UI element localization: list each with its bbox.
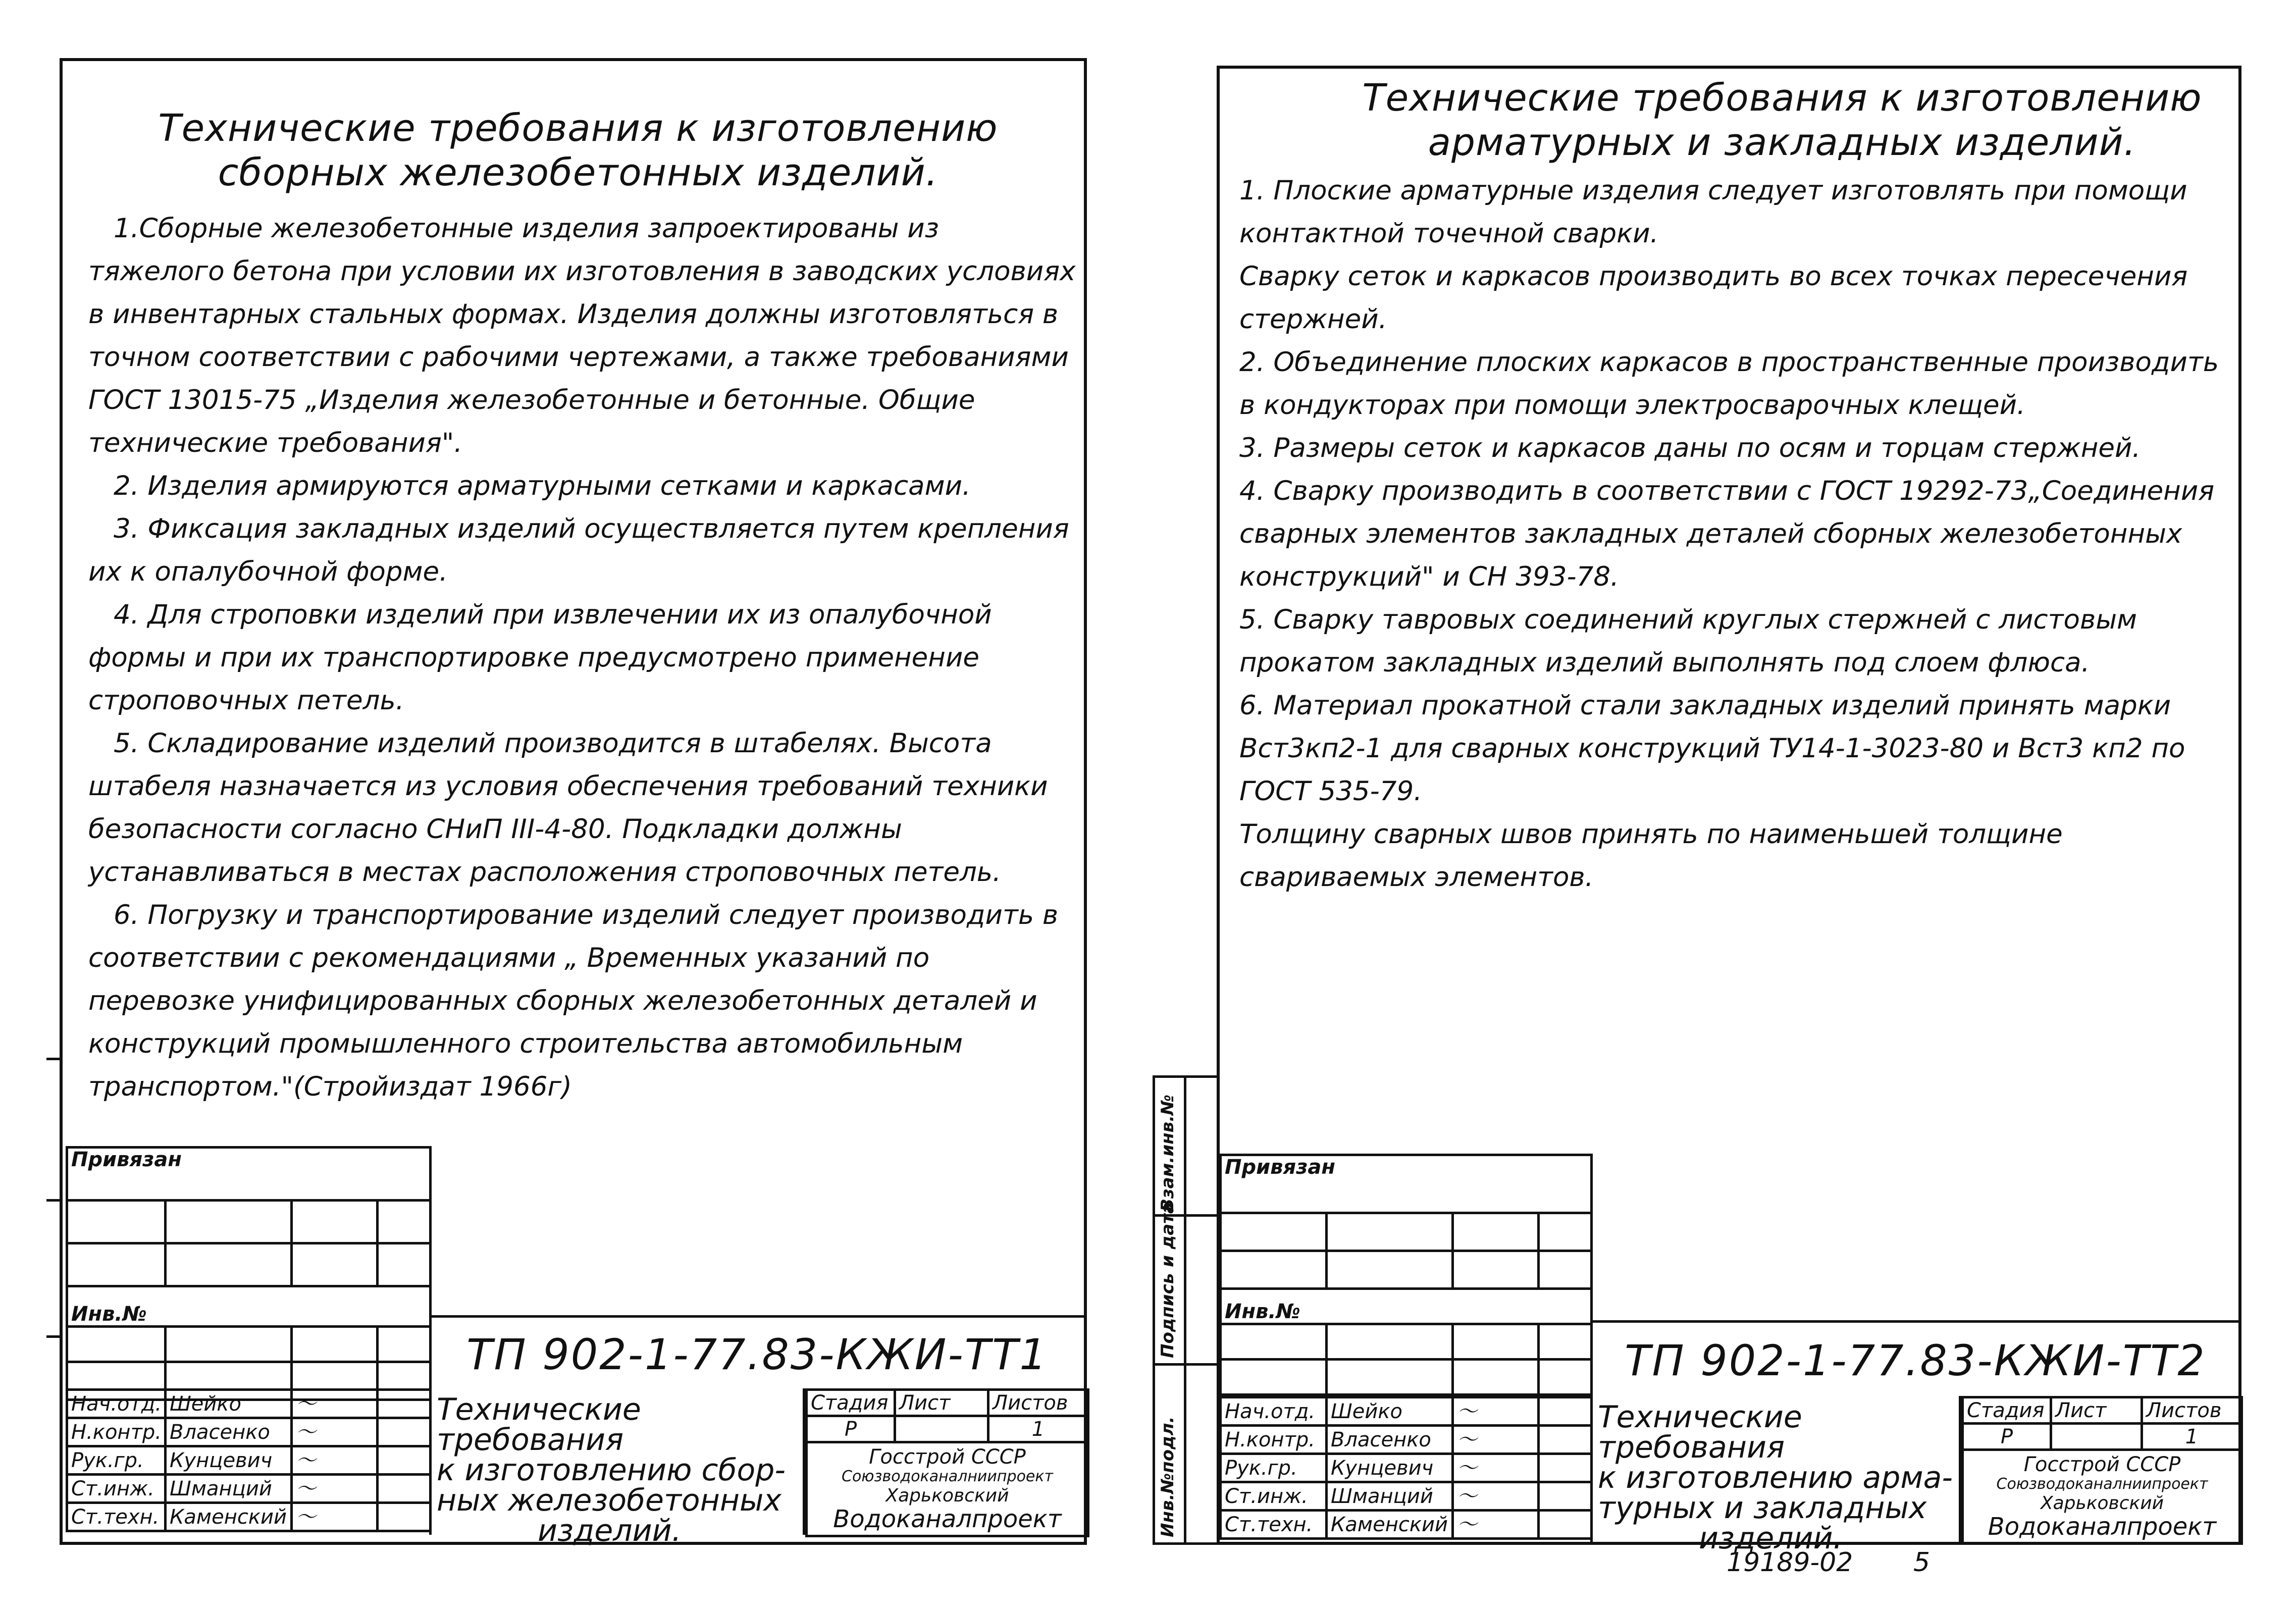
left-staff-name: Власенко [166,1418,292,1446]
footer-archive-number: 19189-02 [1727,1547,1853,1578]
right-inv-label: Инв.№ [1221,1289,1592,1324]
left-staff-name: Шманций [166,1475,292,1503]
right-staff-role: Рук.гр. [1221,1454,1327,1482]
left-block-title-line: Технические требования [437,1392,641,1458]
right-staff-role: Ст.техн. [1221,1511,1327,1539]
signature-icon: 〜 [1457,1428,1477,1451]
left-sheets-value: 1 [988,1416,1088,1442]
right-org-line: Водоканалпроект [1988,1512,2217,1541]
right-block-title [1590,1396,1961,1556]
vzam-inv-label: Взам.инв.№ [1158,1095,1178,1212]
signature-icon: 〜 [1457,1399,1477,1423]
signature-icon: 〜 [296,1420,316,1444]
left-inv-label: Инв.№ [67,1286,431,1327]
left-staff-table [66,1388,432,1532]
right-paragraph-8: Толщину сварных швов принять по наименьшей толщине свариваемых элементов. [1239,819,2063,893]
right-org-line: Госстрой СССР [2023,1452,2181,1476]
right-title [1252,76,2221,165]
left-stage-value: Р [807,1416,895,1442]
signature-icon: 〜 [296,1392,316,1416]
right-staff-table [1219,1396,1593,1540]
right-staff-name: Шманций [1327,1482,1453,1511]
left-binding-table [66,1146,432,1401]
right-paragraph-3: 2. Объединение плоских каркасов в пространственные производить в кондукторах при помощи электросварочных клещей. [1239,347,2219,421]
left-org-line: Союзводоканалниипроект [842,1467,1053,1485]
left-requirements-text [88,207,1078,1108]
left-staff-role: Ст.техн. [67,1503,166,1531]
left-org-line: Водоканалпроект [833,1504,1062,1533]
signature-icon: 〜 [1457,1456,1477,1480]
right-binding-table [1219,1154,1593,1396]
left-paragraph-2: 2. Изделия армируются арматурными сетками и каркасами. [114,471,971,501]
right-title-line-2: арматурных и закладных изделий. [1428,121,2136,164]
right-staff-name: Кунцевич [1327,1454,1453,1482]
right-code-row [1590,1320,2240,1398]
right-staff-role: Ст.инж. [1221,1482,1327,1511]
left-stage-header: Стадия [807,1390,895,1416]
footer-page-number: 5 [1913,1547,1930,1578]
left-block-title-line: ных железобетонных [437,1483,781,1518]
margin-tick [46,1058,61,1060]
left-block-title [429,1388,805,1548]
left-paragraph-6: 6. Погрузку и транспортирование изделий следует производить в соответствии с рекомендациями „ Временных указаний по перевозке унифицированных сборных железобетонных деталей и конструкций промышленного строительства автомобильным транспортом."(Стройиздат 1966г) [88,900,1059,1102]
left-code-row [429,1315,1085,1391]
left-paragraph-1: 1.Сборные железобетонные изделия запроектированы из тяжелого бетона при условии их изготовления в заводских условиях в инвентарных стальных формах. Изделия должны изготовляться в точном соответствии с рабочими чертежами, а также требованиями ГОСТ 13015-75 „Изделия железобетонные и бетонные. Общие технические требования". [88,213,1076,458]
podpis-data-label: Подпись и дата [1158,1202,1178,1358]
signature-icon: 〜 [296,1505,316,1529]
left-title [86,106,1070,195]
signature-icon: 〜 [1457,1513,1477,1536]
side-divider [1184,1075,1186,1545]
right-org-line: Союзводоканалниипроект [1996,1475,2208,1493]
left-stage-table [805,1388,1089,1537]
right-sheets-header: Листов [2142,1397,2242,1424]
left-sheet-header: Лист [895,1390,988,1416]
signature-icon: 〜 [1457,1484,1477,1508]
left-staff-name: Каменский [166,1503,292,1531]
left-title-line-2: сборных железобетонных изделий. [218,151,938,194]
left-block-title-line: изделий. [538,1513,682,1548]
left-org-line: Госстрой СССР [869,1445,1026,1469]
margin-tick [46,1335,61,1338]
right-stage-header: Стадия [1963,1397,2051,1424]
signature-icon: 〜 [296,1477,316,1500]
right-staff-role: Нач.отд. [1221,1397,1327,1426]
right-drawing-code: ТП 902-1-77.83-КЖИ-ТТ2 [1625,1336,2206,1385]
right-paragraph-6: 5. Сварку тавровых соединений круглых стержней с листовым прокатом закладных изделий выполнять под слоем флюса. [1239,604,2137,678]
right-paragraph-2: Сварку сеток и каркасов производить во всех точках пересечения стержней. [1239,261,2188,335]
right-staff-role: Н.контр. [1221,1426,1327,1454]
left-staff-role: Рук.гр. [67,1446,166,1475]
right-paragraph-1: 1. Плоские арматурные изделия следует изготовлять при помощи контактной точечной сварки. [1239,175,2187,249]
right-staff-name: Каменский [1327,1511,1453,1539]
right-paragraph-5: 4. Сварку производить в соответствии с ГОСТ 19292-73„Соединения сварных элементов закладных деталей сборных железобетонных конструкций" и СН 393-78. [1239,476,2215,592]
right-staff-name: Шейко [1327,1397,1453,1426]
right-stage-value: Р [1963,1424,2051,1450]
left-paragraph-5: 5. Складирование изделий производится в штабелях. Высота штабеля назначается из условия обеспечения требований техники безопасности согласно СНиП III-4-80. Подкладки должны устанавливаться в местах расположения строповочных петель. [88,728,1048,888]
left-drawing-code: ТП 902-1-77.83-КЖИ-ТТ1 [466,1329,1048,1379]
right-sheets-value: 1 [2142,1424,2242,1450]
right-sheet-header: Лист [2051,1397,2142,1424]
right-title-line-1: Технические требования к изготовлению [1362,76,2202,120]
left-staff-name: Шейко [166,1390,292,1418]
right-block-title-line: к изготовлению арма- [1598,1460,1953,1495]
left-paragraph-4: 4. Для строповки изделий при извлечении их из опалубочной формы и при их транспортировке предусмотрено применение строповочных петель. [88,599,992,716]
right-block-title-line: турных и закладных [1598,1490,1927,1526]
right-org-line: Харьковский [2040,1492,2164,1514]
left-staff-role: Н.контр. [67,1418,166,1446]
left-privyazan-label: Привязан [67,1148,431,1201]
left-staff-name: Кунцевич [166,1446,292,1475]
left-sheets-header: Листов [988,1390,1088,1416]
right-block-title-line: изделий. [1699,1521,1843,1556]
right-block-title-line: Технические требования [1598,1399,1802,1465]
left-staff-role: Нач.отд. [67,1390,166,1418]
left-paragraph-3: 3. Фиксация закладных изделий осуществляется путем крепления их к опалубочной форме. [88,513,1069,587]
left-title-line-1: Технические требования к изготовлению [158,107,998,150]
right-stage-table [1961,1396,2243,1545]
signature-icon: 〜 [296,1448,316,1472]
inv-podl-label: Инв.№подл. [1158,1416,1178,1537]
right-paragraph-7: 6. Материал прокатной стали закладных изделий принять марки Вст3кп2-1 для сварных конструкций ТУ14-1-3023-80 и Вст3 кп2 по ГОСТ 535-79. [1239,690,2185,807]
margin-tick [46,1199,61,1202]
right-requirements-text [1239,169,2231,899]
right-paragraph-4: 3. Размеры сеток и каркасов даны по осям и торцам стержней. [1239,433,2141,463]
right-staff-name: Власенко [1327,1426,1453,1454]
right-privyazan-label: Привязан [1221,1155,1592,1213]
left-staff-role: Ст.инж. [67,1475,166,1503]
left-block-title-line: к изготовлению сбор- [437,1452,786,1488]
left-org-line: Харьковский [885,1485,1009,1506]
